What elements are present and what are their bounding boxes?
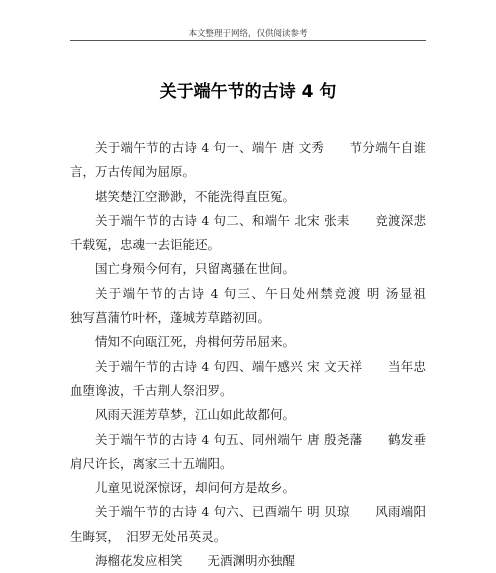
paragraph: 关于端午节的古诗 4 句一、端午 唐 文秀 节分端午自谁言，万古传闻为屈原。 [70, 140, 426, 180]
paragraph: 风雨天涯芳草梦，江山如此故都何。 [95, 407, 296, 423]
header-divider [70, 40, 426, 41]
paragraph: 儿童见说深惊讶，却问何方是故乡。 [95, 480, 296, 496]
paragraph: 国亡身殒今何有，只留离骚在世间。 [95, 261, 296, 277]
document-title: 关于端午节的古诗 4 句 [159, 82, 337, 102]
paragraph: 关于端午节的古诗 4 句六、已酉端午 明 贝琼 风雨端阳生晦冥， 汨罗无处吊英灵。 [70, 504, 426, 544]
paragraph: 情知不向瓯江死，舟楫何劳吊屈来。 [95, 334, 296, 350]
paragraph: 海榴花发应相笑 无酒渊明亦独醒 [95, 553, 296, 569]
paragraph: 堪笑楚江空渺渺，不能洗得直臣冤。 [95, 188, 296, 204]
paragraph: 关于端午节的古诗 4 句五、同州端午 唐 殷尧藩 鹤发垂肩尺许长，离家三十五端阳。 [70, 431, 426, 471]
paragraph: 关于端午节的古诗 4 句二、和端午 北宋 张耒 竞渡深悲千载冤，忠魂一去讵能还。 [70, 212, 426, 253]
document-body [70, 136, 452, 573]
header-note: 本文整理于网络，仅供阅读参考 [188, 29, 308, 39]
paragraph: 关于端午节的古诗 4 句四、端午感兴 宋 文天祥 当年忠血堕谗波，千古荆人祭汨罗。 [70, 358, 426, 398]
paragraph: 关于端午节的古诗 4 句三、午日处州禁竞渡 明 汤显祖 独写菖蒲竹叶杯，蓬城芳草踏初回。 [70, 285, 452, 326]
